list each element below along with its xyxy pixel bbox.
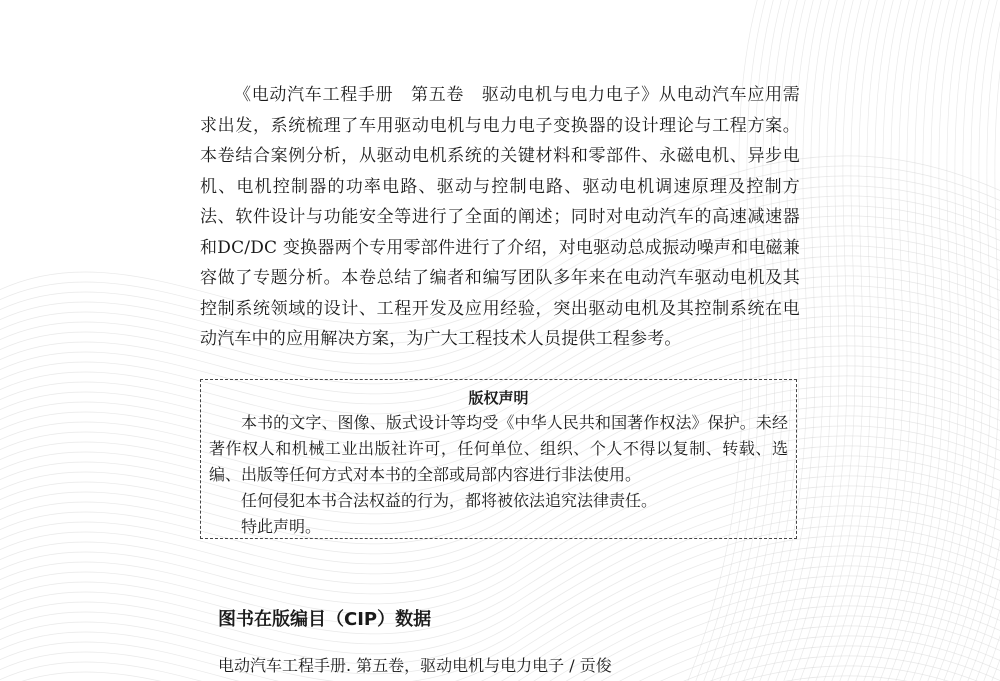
background-wave-line bbox=[792, 0, 872, 681]
copyright-paragraph: 任何侵犯本书合法权益的行为，都将被依法追究法律责任。 bbox=[241, 491, 658, 510]
background-wave-line bbox=[800, 0, 880, 681]
background-wave-line bbox=[848, 0, 928, 681]
background-wave-line bbox=[856, 0, 936, 681]
background-wave-line bbox=[832, 0, 912, 681]
copyright-paragraph: 特此声明。 bbox=[241, 517, 322, 536]
background-wave-line bbox=[928, 0, 1000, 681]
background-wave-line bbox=[840, 0, 920, 681]
copyright-title: 版权声明 bbox=[468, 389, 529, 407]
background-wave-line bbox=[920, 0, 1000, 681]
cip-heading: 图书在版编目（CIP）数据 bbox=[218, 609, 432, 630]
copyright-notice-box bbox=[200, 379, 797, 539]
background-wave-line bbox=[808, 0, 888, 681]
background-wave-line bbox=[816, 0, 896, 681]
background-wave-line bbox=[960, 0, 1000, 681]
background-wave-line bbox=[912, 0, 992, 681]
copyright-paragraph: 本书的文字、图像、版式设计等均受《中华人民共和国著作权法》保护。未经著作权人和机械工业出版社许可，任何单位、组织、个人不得以复制、转载、选编、出版等任何方式对本书的全部或局部内容进行非法使用。 bbox=[209, 413, 788, 484]
intro-paragraph: 《电动汽车工程手册 第五卷 驱动电机与电力电子》从电动汽车应用需求出发，系统梳理了车用驱动电机与电力电子变换器的设计理论与工程方案。本卷结合案例分析，从驱动电机系统的关键材料和零部件、永磁电机、异步电机、电机控制器的功率电路、驱动与控制电路、驱动电机调速原理及控制方法、软件设计与功能安全等进行了全面的阐述；同时对电动汽车的高速减速器和DC/DC 变换器两个专用零部件进行了介绍，对电驱动总成振动噪声和电磁兼容做了专题分析。本卷总结了编者和编写团队多年来在电动汽车驱动电机及其控制系统领域的设计、工程开发及应用经验，突出驱动电机及其控制系统在电动汽车中的应用解决方案，为广大工程技术人员提供工程参考。 bbox=[200, 85, 800, 349]
cip-entry: 电动汽车工程手册. 第五卷，驱动电机与电力电子 / 贡俊 bbox=[218, 656, 612, 675]
background-wave-line bbox=[896, 0, 976, 681]
background-wave-line bbox=[888, 0, 968, 681]
